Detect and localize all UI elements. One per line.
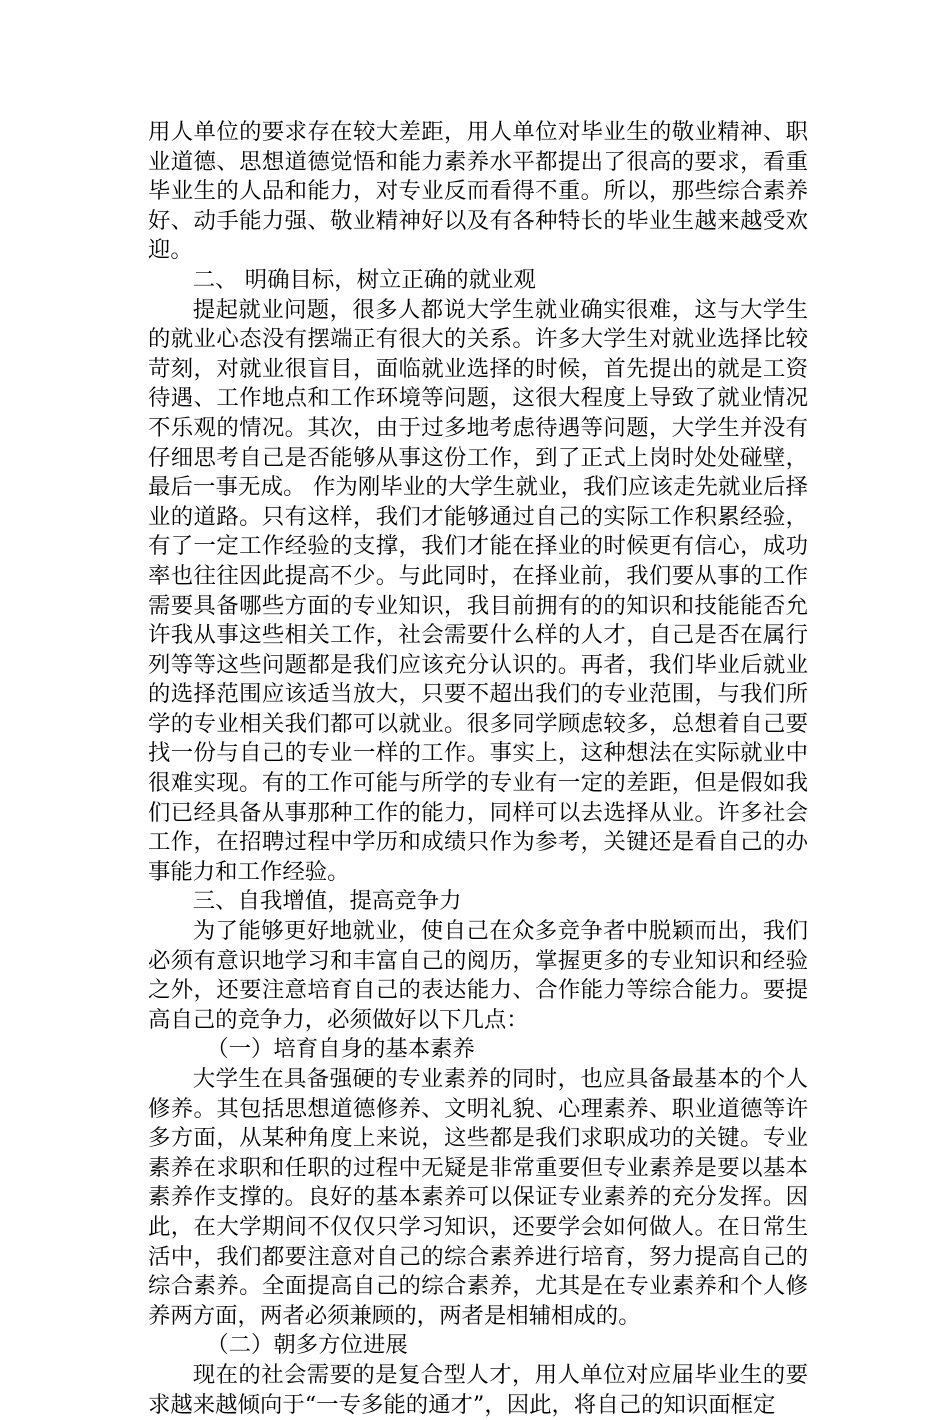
paragraph-employment-outlook: 提起就业问题，很多人都说大学生就业确实很难，这与大学生的就业心态没有摆端正有很大的关系。许多大学生对就业选择比较苛刻，对就业很盲目，面临就业选择的时候，首先提出的就是工资待遇、工作地点和工作环境等问题，这很大程度上导致了就业情况不乐观的情况。其次，由于过多地考虑待遇等问题，大学生并没有仔细思考自己是否能够从事这份工作，到了正式上岗时处处碰壁，最后一事无成。 作为刚毕业的大学生就业，我们应该走先就业后择业的道路。只有这样，我们才能够通过自己的实际工作积累经验，有了一定工作经验的支撑，我们才能在择业的时候更有信心，成功率也往往因此提高不少。与此同时，在择业前，我们要从事的工作需要具备哪些方面的专业知识，我目前拥有的的知识和技能能否允许我从事这些相关工作，社会需要什么样的人才，自己是否在属行列等等这些问题都是我们应该充分认识的。再者，我们毕业后就业的选择范围应该适当放大，只要不超出我们的专业范围，与我们所学的专业相关我们都可以就业。很多同学顾虑较多，总想着自己要找一份与自己的专业一样的工作。事实上，这种想法在实际就业中很难实现。有的工作可能与所学的专业有一定的差距，但是假如我们已经具备从事那种工作的能力，同样可以去选择从业。许多社会工作，在招聘过程中学历和成绩只作为参考，关键还是看自己的办事能力和工作经验。 — [148, 296, 808, 885]
subsection-heading-two: （二）朝多方位进展 — [206, 1332, 408, 1359]
paragraph-continued: 用人单位的要求存在较大差距，用人单位对毕业生的敬业精神、职业道德、思想道德觉悟和能力素养水平都提出了很高的要求，看重毕业生的人品和能力，对专业反而看得不重。所以，那些综合素养好、动手能力强、敬业精神好以及有各种特长的毕业生越来越受欢迎。 — [148, 119, 808, 264]
document-page — [148, 118, 808, 1420]
section-heading-two: 二、 明确目标，树立正确的就业观 — [192, 266, 536, 293]
paragraph-multi-direction: 现在的社会需要的是复合型人才，用人单位对应届毕业生的要求越来越倾向于“一专多能的通才”，因此，将自己的知识面框定 — [148, 1361, 808, 1418]
paragraph-basic-qualities: 大学生在具备强硬的专业素养的同时，也应具备最基本的个人修养。其包括思想道德修养、文明礼貌、心理素养、职业道德等许多方面，从某种角度上来说，这些都是我们求职成功的关键。专业素养在求职和任职的过程中无疑是非常重要但专业素养是要以基本素养作支撑的。良好的基本素养可以保证专业素养的充分发挥。因此，在大学期间不仅仅只学习知识，还要学会如何做人。在日常生活中，我们都要注意对自己的综合素养进行培育，努力提高自己的综合素养。全面提高自己的综合素养，尤其是在专业素养和个人修养两方面，两者必须兼顾的，两者是相辅相成的。 — [148, 1066, 808, 1329]
section-heading-three: 三、自我增值，提高竞争力 — [192, 888, 462, 915]
paragraph-competitiveness: 为了能够更好地就业，使自己在众多竞争者中脱颖而出，我们必须有意识地学习和丰富自己的阅历，掌握更多的专业知识和经验之外，还要注意培育自己的表达能力、合作能力等综合能力。要提高自己的竞争力，必须做好以下几点： — [148, 918, 808, 1033]
subsection-heading-one: （一）培育自身的基本素养 — [206, 1036, 475, 1063]
